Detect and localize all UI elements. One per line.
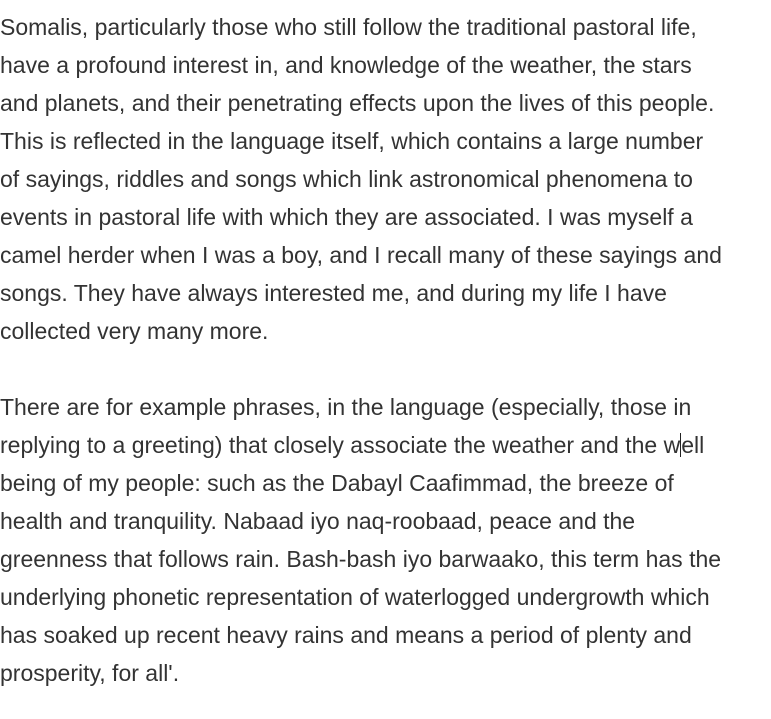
text-line: of sayings, riddles and songs which link astronomical phenomena to (0, 166, 693, 192)
text-line: being of my people: such as the Dabayl Caafimmad, the breeze of (0, 470, 674, 496)
text-line: Somalis, particularly those who still follow the traditional pastoral life, (0, 14, 697, 40)
text-line: have a profound interest in, and knowledge of the weather, the stars (0, 52, 692, 78)
text-line: There are for example phrases, in the language (especially, those in (0, 394, 692, 420)
text-line: health and tranquility. Nabaad iyo naq-roobaad, peace and the (0, 508, 636, 534)
text-line: This is reflected in the language itself, which contains a large number (0, 128, 704, 154)
text-after-caret: ell (681, 432, 705, 458)
text-before-caret: replying to a greeting) that closely associate the weather and the w (0, 432, 681, 458)
text-line: prosperity, for all'. (0, 660, 180, 686)
text-line: has soaked up recent heavy rains and means a period of plenty and (0, 622, 692, 648)
text-line: underlying phonetic representation of waterlogged undergrowth which (0, 584, 710, 610)
text-line: and planets, and their penetrating effects upon the lives of this people. (0, 90, 715, 116)
text-line-with-caret (0, 426, 771, 464)
paragraph-gap (0, 350, 771, 388)
text-line: events in pastoral life with which they are associated. I was myself a (0, 204, 693, 230)
text-line: greenness that follows rain. Bash-bash iyo barwaako, this term has the (0, 546, 722, 572)
text-line: collected very many more. (0, 318, 269, 344)
document-body[interactable] (0, 8, 771, 692)
text-line: songs. They have always interested me, and during my life I have (0, 280, 667, 306)
text-line: camel herder when I was a boy, and I recall many of these sayings and (0, 242, 722, 268)
paragraph-1 (0, 8, 771, 350)
paragraph-2 (0, 388, 771, 692)
